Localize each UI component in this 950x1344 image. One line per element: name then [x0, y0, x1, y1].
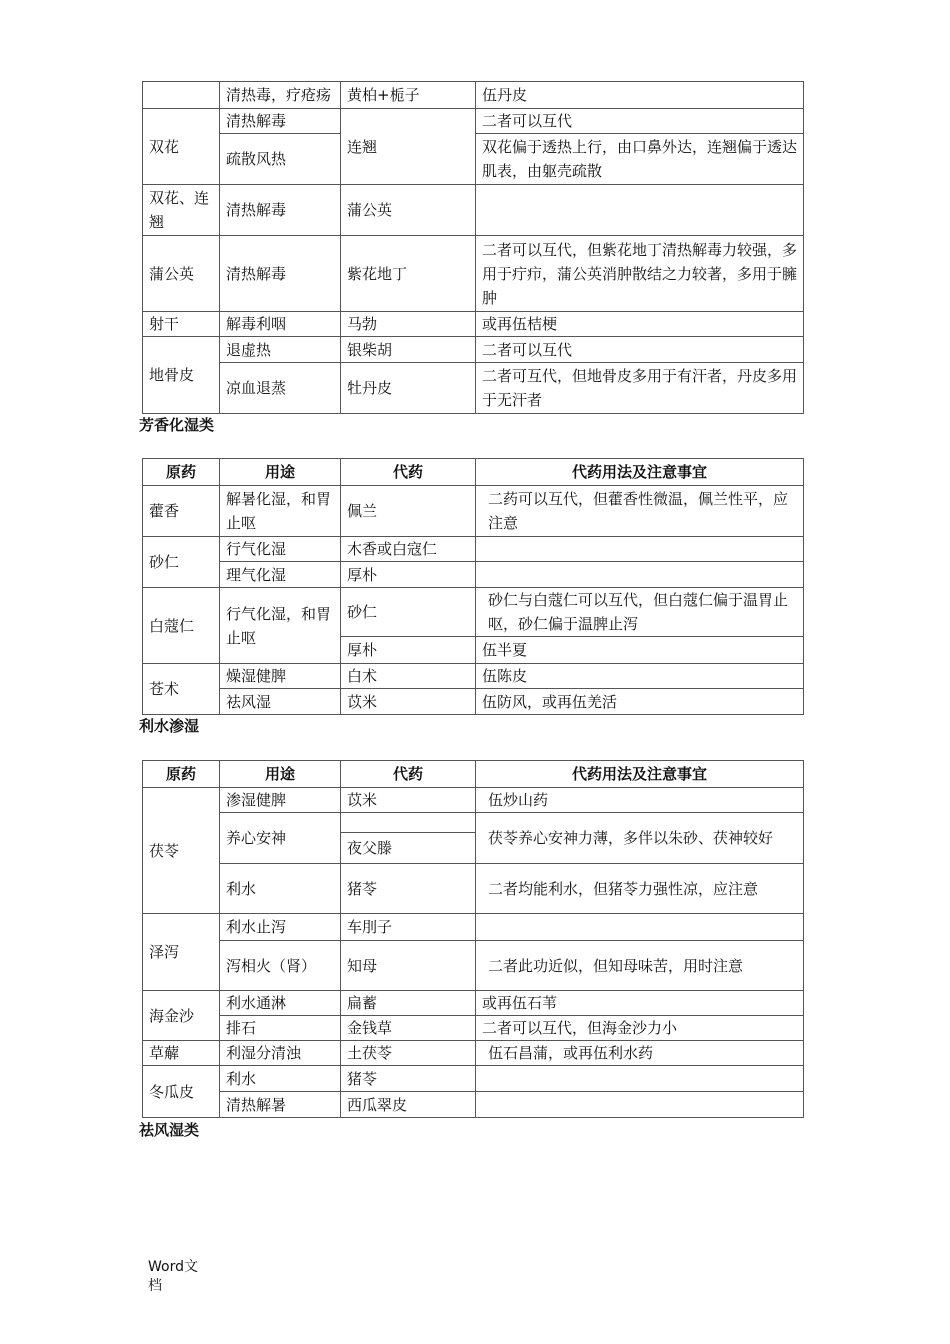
substitute-drug: 紫花地丁	[341, 236, 476, 312]
notes: 二者可互代，但地骨皮多用于有汗者，丹皮多用于无汗者	[476, 363, 804, 414]
original-drug: 海金沙	[143, 991, 220, 1041]
substitute-drug: 黄柏+栀子	[341, 82, 476, 109]
usage: 清热解毒	[220, 236, 341, 312]
header-substitute-drug: 代药	[341, 761, 476, 788]
original-drug: 白蔻仁	[143, 588, 220, 664]
usage: 利水通淋	[220, 991, 341, 1016]
substitute-drug: 苡米	[341, 788, 476, 813]
table-row	[143, 236, 804, 312]
notes: 二者可以互代，但海金沙力小	[476, 1016, 804, 1041]
usage: 清热解暑	[220, 1092, 341, 1118]
notes: 二药可以互代，但藿香性微温，佩兰性平，应注意	[476, 486, 804, 537]
usage: 燥湿健脾	[220, 664, 341, 689]
table-row	[143, 864, 804, 914]
table-row	[143, 1041, 804, 1066]
header-usage: 用途	[220, 761, 341, 788]
header-notes: 代药用法及注意事宜	[476, 459, 804, 486]
notes	[476, 1066, 804, 1092]
table-row	[143, 914, 804, 941]
usage: 清热解毒	[220, 185, 341, 236]
substitute-drug: 苡米	[341, 689, 476, 715]
table-row	[143, 689, 804, 715]
header-usage: 用途	[220, 459, 341, 486]
table-aromatic-dampness	[142, 458, 804, 715]
table-row	[143, 82, 804, 109]
substitute-drug: 车刖子	[341, 914, 476, 941]
table-row	[143, 1066, 804, 1092]
table-row	[143, 813, 804, 833]
original-drug: 藿香	[143, 486, 220, 537]
original-drug: 冬瓜皮	[143, 1066, 220, 1118]
original-drug: 蒲公英	[143, 236, 220, 312]
original-drug: 苍术	[143, 664, 220, 715]
usage: 疏散风热	[220, 134, 341, 185]
notes: 伍丹皮	[476, 82, 804, 109]
table-header-row	[143, 459, 804, 486]
usage: 排石	[220, 1016, 341, 1041]
usage: 退虚热	[220, 337, 341, 363]
table-row	[143, 664, 804, 689]
notes: 伍石昌蒲，或再伍利水药	[476, 1041, 804, 1066]
table-row	[143, 588, 804, 637]
footer-word-doc: Word文档	[148, 1259, 198, 1294]
header-substitute-drug: 代药	[341, 459, 476, 486]
table-header-row	[143, 761, 804, 788]
substitute-drug: 西瓜翠皮	[341, 1092, 476, 1118]
notes: 二者可以互代，但紫花地丁清热解毒力较强，多用于疔疖，蒲公英消肿散结之力较著，多用于臃肿	[476, 236, 804, 312]
usage: 利水	[220, 864, 341, 914]
usage: 渗湿健脾	[220, 788, 341, 813]
table-row	[143, 109, 804, 134]
table-row	[143, 486, 804, 537]
table-row	[143, 185, 804, 236]
notes: 茯苓养心安神力薄，多伴以朱砂、茯神较好	[476, 813, 804, 864]
original-drug: 地骨皮	[143, 337, 220, 414]
substitute-drug	[341, 813, 476, 833]
usage: 祛风湿	[220, 689, 341, 715]
usage: 解暑化湿，和胃止呕	[220, 486, 341, 537]
table-row	[143, 337, 804, 363]
usage: 理气化湿	[220, 562, 341, 588]
usage: 养心安神	[220, 813, 341, 864]
notes: 伍防风，或再伍羌活	[476, 689, 804, 715]
notes: 双花偏于透热上行，由口鼻外达，连翘偏于透达肌表，由躯壳疏散	[476, 134, 804, 185]
original-drug: 茯苓	[143, 788, 220, 914]
notes: 伍陈皮	[476, 664, 804, 689]
section-title-aromatic: 芳香化湿类	[139, 416, 215, 434]
substitute-drug: 木香或白寇仁	[341, 537, 476, 562]
usage: 泻相火（肾）	[220, 941, 341, 991]
notes	[476, 537, 804, 562]
substitute-drug: 牡丹皮	[341, 363, 476, 414]
substitute-drug: 金钱草	[341, 1016, 476, 1041]
original-drug: 砂仁	[143, 537, 220, 588]
table-row	[143, 788, 804, 813]
substitute-drug: 马勃	[341, 312, 476, 337]
notes	[476, 1092, 804, 1118]
table-row	[143, 312, 804, 337]
original-drug: 泽泻	[143, 914, 220, 991]
table-row	[143, 537, 804, 562]
substitute-drug: 扁蓄	[341, 991, 476, 1016]
substitute-drug: 厚朴	[341, 637, 476, 664]
original-drug	[143, 82, 220, 109]
usage: 行气化湿	[220, 537, 341, 562]
table-heat-clearing	[142, 81, 804, 414]
usage: 解毒利咽	[220, 312, 341, 337]
substitute-drug: 连翘	[341, 109, 476, 185]
notes: 二者可以互代	[476, 337, 804, 363]
substitute-drug: 猪苓	[341, 864, 476, 914]
substitute-drug: 知母	[341, 941, 476, 991]
usage: 清热毒，疗疮疡	[220, 82, 341, 109]
substitute-drug: 土茯苓	[341, 1041, 476, 1066]
substitute-drug: 蒲公英	[341, 185, 476, 236]
notes: 或再伍桔梗	[476, 312, 804, 337]
usage: 清热解毒	[220, 109, 341, 134]
substitute-drug: 猪苓	[341, 1066, 476, 1092]
notes: 二者此功近似，但知母味苦，用时注意	[476, 941, 804, 991]
substitute-drug: 银柴胡	[341, 337, 476, 363]
table-row	[143, 1016, 804, 1041]
substitute-drug: 白术	[341, 664, 476, 689]
header-notes: 代药用法及注意事宜	[476, 761, 804, 788]
table-diuretic	[142, 760, 804, 1118]
original-drug: 双花	[143, 109, 220, 185]
substitute-drug: 夜父滕	[341, 833, 476, 864]
table-row	[143, 941, 804, 991]
section-title-diuretic: 利水渗湿	[139, 717, 200, 735]
usage: 利湿分清浊	[220, 1041, 341, 1066]
table-row	[143, 363, 804, 414]
notes	[476, 914, 804, 941]
notes: 伍炒山药	[476, 788, 804, 813]
usage: 利水止泻	[220, 914, 341, 941]
table-row	[143, 1092, 804, 1118]
notes: 二者均能利水，但猪苓力强性凉，应注意	[476, 864, 804, 914]
notes: 二者可以互代	[476, 109, 804, 134]
original-drug: 射干	[143, 312, 220, 337]
usage: 凉血退蒸	[220, 363, 341, 414]
original-drug: 草薢	[143, 1041, 220, 1066]
header-original-drug: 原药	[143, 761, 220, 788]
notes	[476, 562, 804, 588]
original-drug: 双花、连翘	[143, 185, 220, 236]
usage: 行气化湿，和胃止呕	[220, 588, 341, 664]
notes	[476, 185, 804, 236]
usage: 利水	[220, 1066, 341, 1092]
notes: 砂仁与白蔻仁可以互代，但白蔻仁偏于温胃止呕，砂仁偏于温脾止泻	[476, 588, 804, 637]
table-row	[143, 562, 804, 588]
substitute-drug: 砂仁	[341, 588, 476, 637]
notes: 伍半夏	[476, 637, 804, 664]
notes: 或再伍石苇	[476, 991, 804, 1016]
section-title-wind-dampness: 祛风湿类	[139, 1121, 200, 1139]
header-original-drug: 原药	[143, 459, 220, 486]
substitute-drug: 厚朴	[341, 562, 476, 588]
substitute-drug: 佩兰	[341, 486, 476, 537]
table-row	[143, 991, 804, 1016]
